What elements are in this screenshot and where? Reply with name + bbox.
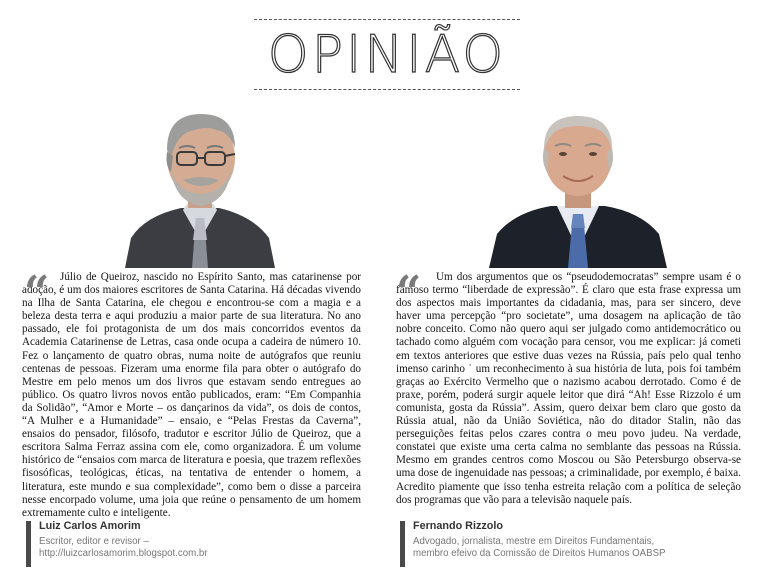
author-name: Luiz Carlos Amorim bbox=[39, 520, 141, 532]
author-photo-right bbox=[489, 102, 667, 268]
header-top-rule bbox=[254, 19, 520, 20]
byline-bar bbox=[26, 521, 31, 567]
author-blog-link[interactable]: http://luizcarlosamorim.blogspot.com.br bbox=[39, 548, 208, 560]
section-title: OPINIÃO bbox=[267, 25, 507, 85]
article-body: Um dos argumentos que os “pseudodemocratas” sempre usam é o famoso termo “liberdade de expressão”. É claro que esta frase expressa um dos aspectos mais importantes da cidadania, mas, para ser sincero, deve haver uma percepção “pro societate”, uma dosagem na aplicação de tão nobre conceito. Como não quero aqui ser julgado como antidemocrático ou tachado como alguém com vocação para censor, vou me explicar: já cometi em textos anteriores que estive duas vezes na Rússia, país pelo qual tenho imenso carinho ˙ um reconhecimento à sua história de luta, pois foi também graças ao Exército Vermelho que o nazismo acabou derrotado. Como é de praxe, porém, poderá surgir aquele leitor que dirá “Ah! Esse Rizzolo é um comunista, gosta da Rússia”. Assim, quero deixar bem claro que gosto da Rússia atual, não da União Soviética, não do ditador Stalin, não das perseguições feitas pelos czares contra o meu povo judeu. Na verdade, constatei que existe uma certa calma no semblante das pessoas na Rússia. Mesmo em grandes centros como Moscou ou São Petersburgo observa-se uma dose de ingenuidade nas pessoas; a criminalidade, por exemplo, é baixa. Acredito piamente que isso tenha estreita relação com a política de seleção dos programas que vão para a televisão naquele país. bbox=[396, 271, 741, 506]
author-description bbox=[39, 536, 208, 560]
author-description bbox=[413, 536, 666, 560]
quote-mark-icon: “ bbox=[396, 267, 422, 318]
author-description-line: membro efeivo da Comissão de Direitos Humanos OABSP bbox=[413, 548, 666, 560]
byline-bar bbox=[400, 521, 405, 567]
author-description-line: Escritor, editor e revisor – bbox=[39, 536, 149, 547]
author-description-line: Advogado, jornalista, mestre em Direitos Fundamentais, bbox=[413, 536, 655, 547]
author-photo-left bbox=[125, 100, 275, 268]
quote-mark-icon: “ bbox=[24, 267, 50, 318]
header-bottom-rule bbox=[254, 89, 520, 90]
article-right bbox=[396, 267, 741, 507]
article-body: Júlio de Queiroz, nascido no Espírito Santo, mas catarinense por adoção, é um dos maiores escritores de Santa Catarina. Há décadas vivendo na Ilha de Santa Catarina, ele chegou e encontrou-se com a magia e a beleza desta terra e aqui produziu a maior parte de sua literatura. No ano passado, ele foi protagonista de um dos mais concorridos eventos da Academia Catarinense de Letras, casa onde ocupa a cadeira de número 10. Fez o lançamento de quatro obras, numa noite de autógrafos que reuniu centenas de pessoas. Fizeram uma enorme fila para obter o autógrafo do Mestre em pelo menos um dos livros que estavam sendo entregues ao público. Os quatro livros novos então publicados, eram: “Em Companhia da Solidão”, “Amor e Morte – os dançarinos da vida”, os dois de contos, “A Mulher e a Humanidade” – ensaio, e “Pelas Frestas da Caverna”, ensaios do pensador, filósofo, tradutor e escritor Júlio de Queiroz, que a escritora Salma Ferraz assina com ele, como organizadora. É um volume histórico de “ensaios com marca de literatura e poesia, que trazem reflexões fisosóficas, teológicas, éticas, na tentativa de entender o homem, a literatura, este mundo e sua complexidade”, como bem o disse a parceira nesse encorpado volume, uma joia que reúne o pensamento de um homem extremamente culto e inteligente. bbox=[22, 271, 361, 519]
article-left bbox=[22, 267, 361, 520]
author-name: Fernando Rizzolo bbox=[413, 520, 503, 532]
